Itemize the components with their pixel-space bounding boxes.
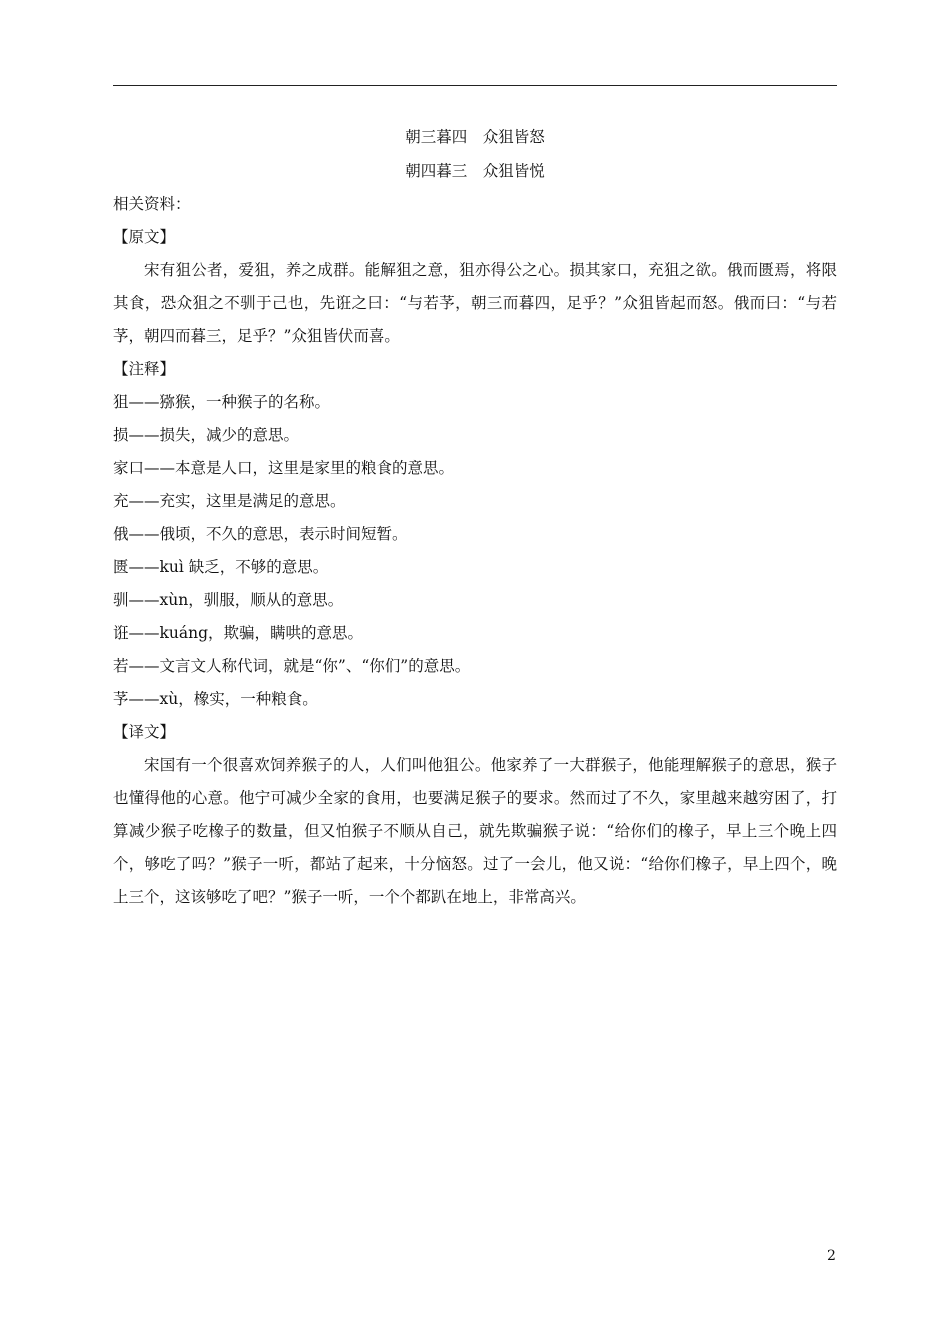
notes-heading: 【注释】 (113, 360, 176, 378)
title-line-1: 朝三暮四 众狙皆怒 (405, 128, 545, 146)
note-item: 若——文言文人称代词，就是“你”、“你们”的意思。 (113, 657, 471, 675)
note-item: 家口——本意是人口，这里是家里的粮食的意思。 (113, 459, 455, 477)
note-item: 诳——kuáng，欺骗，瞒哄的意思。 (113, 624, 364, 642)
note-item: 充——充实，这里是满足的意思。 (113, 492, 346, 510)
note-item: 俄——俄顷，不久的意思，表示时间短暂。 (113, 525, 408, 543)
translation-text: 宋国有一个很喜欢饲养猴子的人，人们叫他狙公。他家养了一大群猴子，他能理解猴子的意思，猴子也懂得他的心意。他宁可减少全家的食用，也要满足猴子的要求。然而过了不久，家里越来越穷困了，打算减少猴子吃橡子的数量，但又怕猴子不顺从自己，就先欺骗猴子说：“给你们的橡子，早上三个晚上四个，够吃了吗？”猴子一听，都站了起来，十分恼怒。过了一会儿，他又说：“给你们橡子，早上四个，晚上三个，这该够吃了吧？”猴子一听，一个个都趴在地上，非常高兴。 (113, 756, 837, 906)
header-rule (113, 85, 837, 86)
page-number: 2 (827, 1248, 836, 1264)
note-item: 驯——xùn，驯服，顺从的意思。 (113, 591, 344, 609)
original-heading: 【原文】 (113, 228, 176, 246)
title-line-2: 朝四暮三 众狙皆悦 (405, 162, 545, 180)
related-label: 相关资料： (113, 195, 191, 213)
document-body (113, 120, 837, 914)
translation-heading: 【译文】 (113, 723, 176, 741)
note-item: 匮——kuì 缺乏，不够的意思。 (113, 558, 329, 576)
original-text: 宋有狙公者，爱狙，养之成群。能解狙之意，狙亦得公之心。损其家口，充狙之欲。俄而匮焉，将限其食，恐众狙之不驯于己也，先诳之曰：“与若芧，朝三而暮四，足乎？”众狙皆起而怒。俄而曰：“与若芧，朝四而暮三，足乎？”众狙皆伏而喜。 (113, 261, 837, 345)
note-item: 芧——xù，橡实，一种粮食。 (113, 690, 318, 708)
note-item: 损——损失，减少的意思。 (113, 426, 300, 444)
note-item: 狙——猕猴，一种猴子的名称。 (113, 393, 331, 411)
